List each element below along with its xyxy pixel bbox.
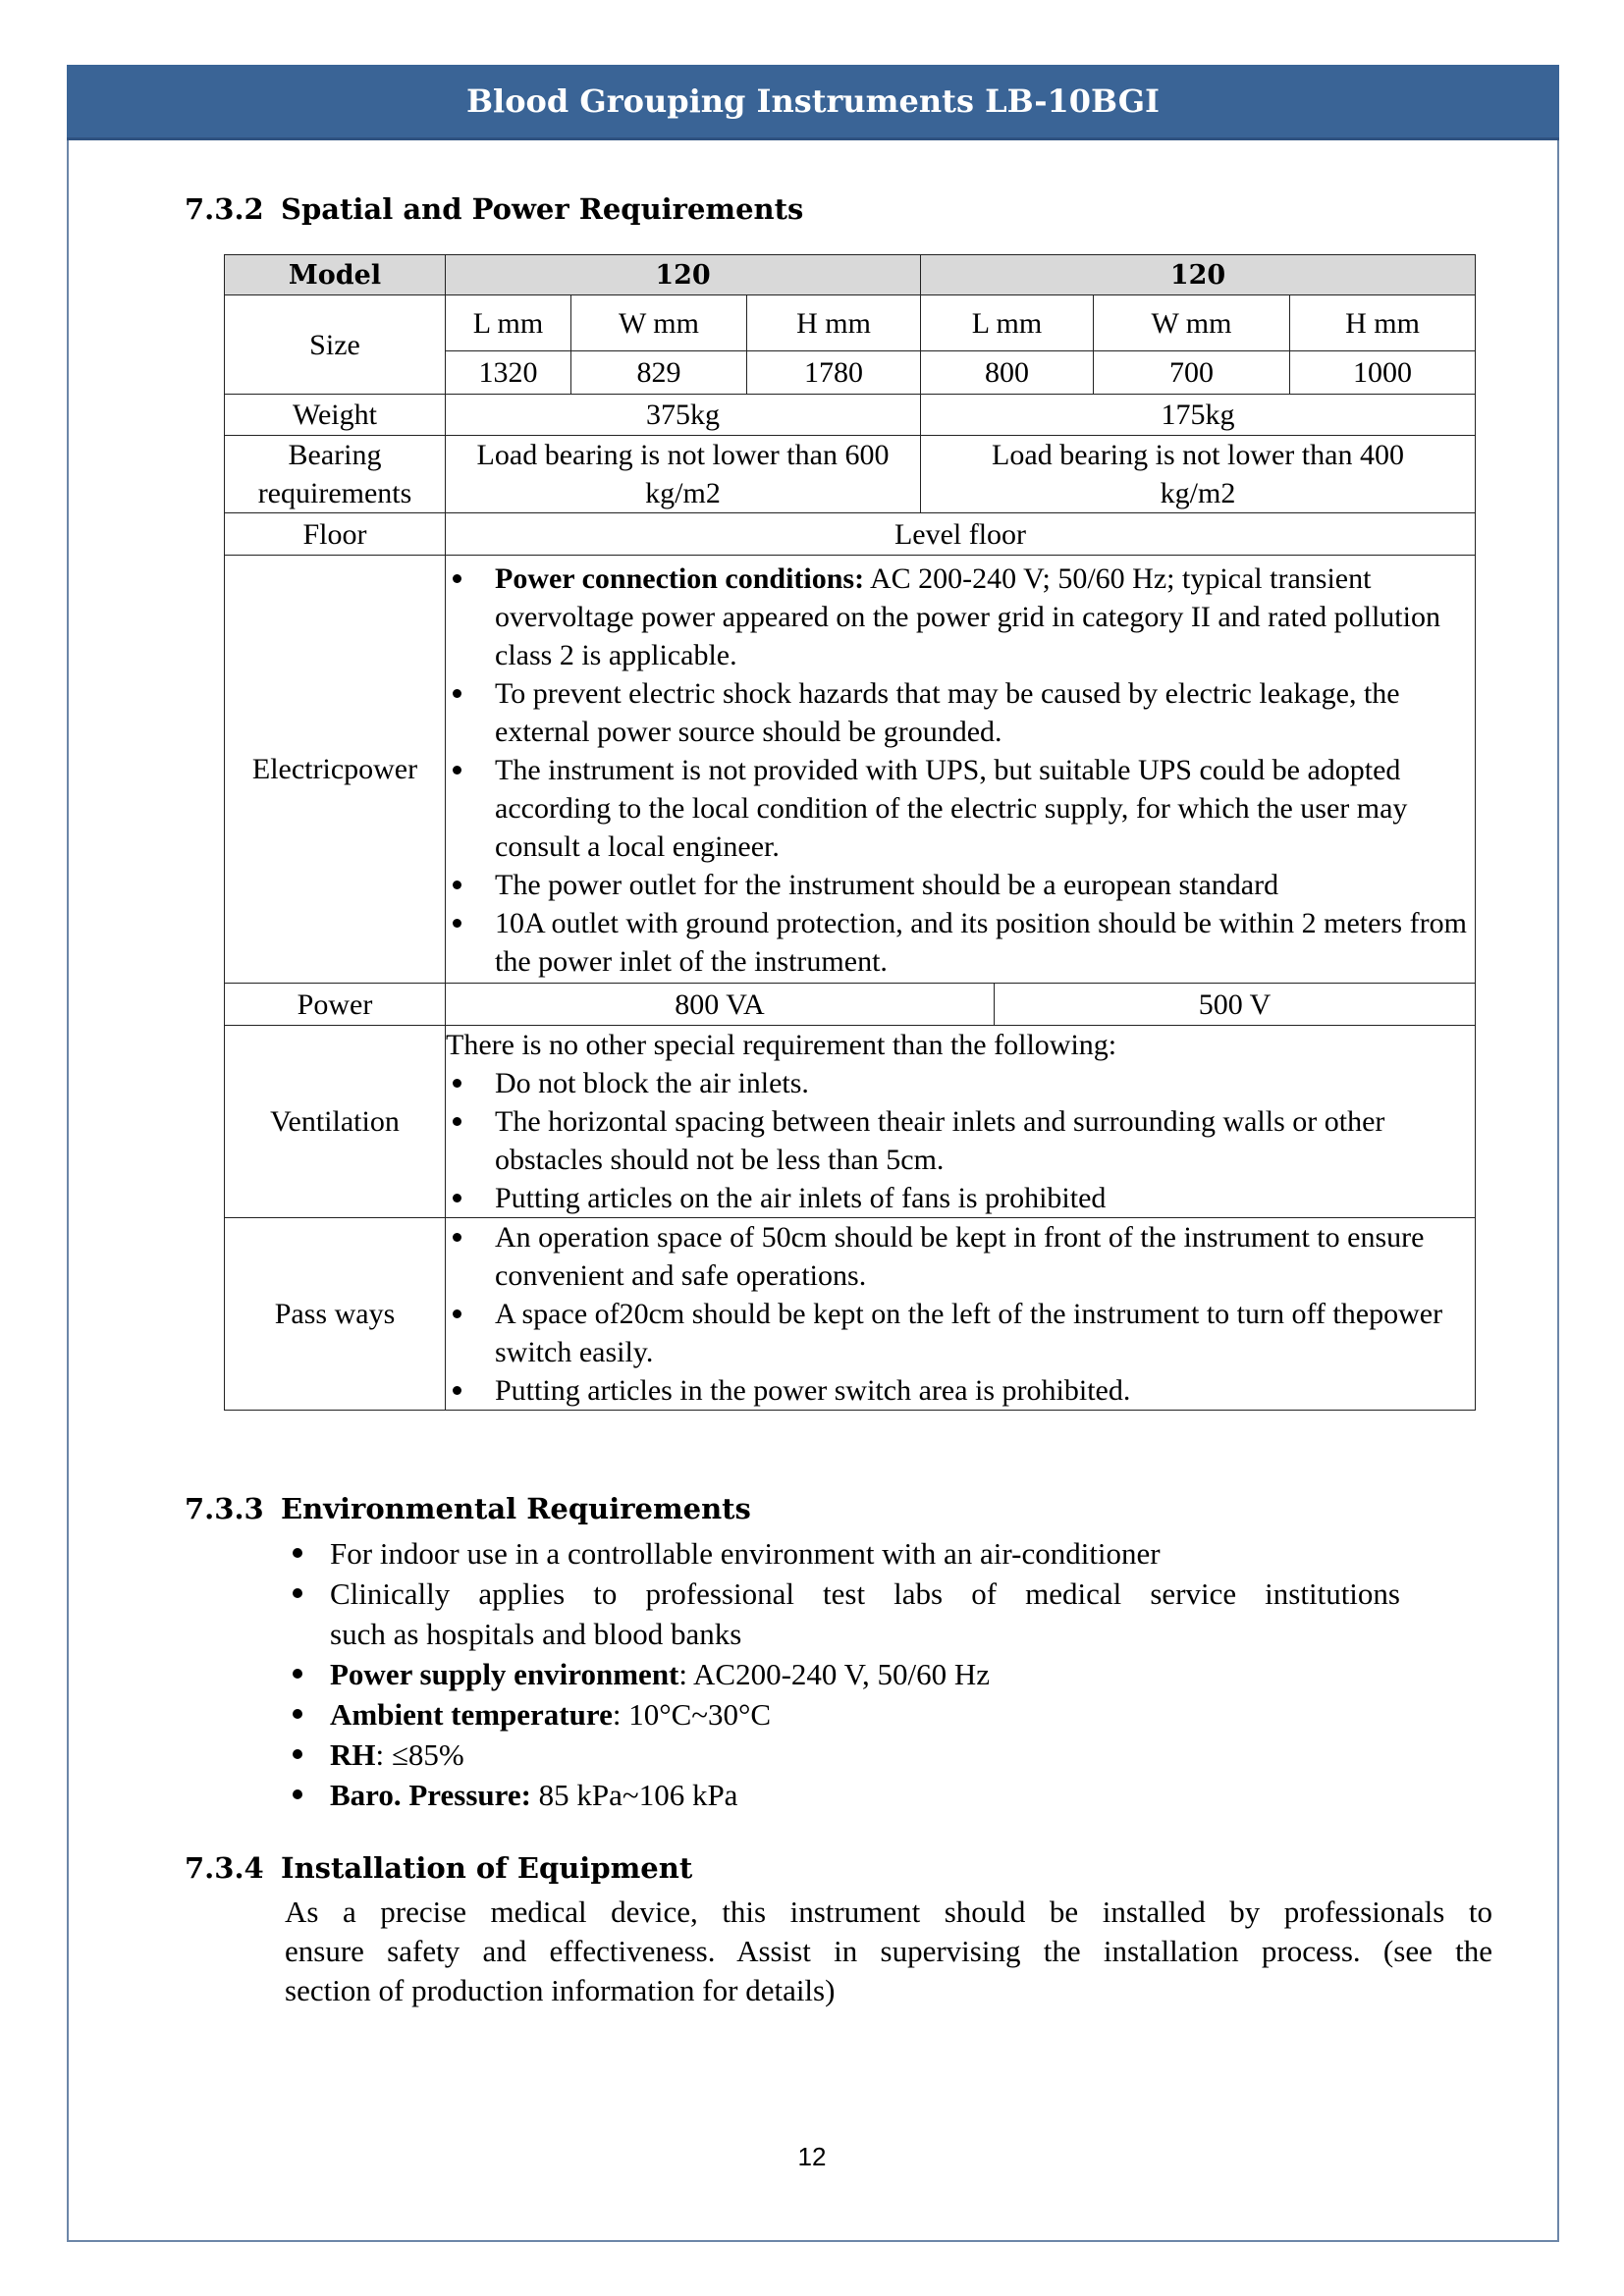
model-a: 120 [446, 255, 921, 295]
section-title: Environmental Requirements [281, 1492, 751, 1525]
weight-label: Weight [225, 395, 446, 436]
electric-cell [446, 556, 1476, 984]
electric-list [446, 560, 1475, 981]
item-bold: Baro. Pressure: [330, 1778, 531, 1812]
item-rest: : ≤85% [375, 1737, 464, 1772]
list-item [291, 1735, 1400, 1775]
dim-header: H mm [747, 295, 921, 351]
item-rest: : AC200-240 V, 50/60 Hz [678, 1657, 991, 1691]
table-row-size-headers [225, 295, 1476, 351]
power-a: 800 VA [446, 984, 995, 1026]
list-item: To prevent electric shock hazards that may be caused by electric leakage, the external power source should be grounded. [446, 674, 1475, 751]
floor-value: Level floor [446, 513, 1476, 556]
list-item: 10A outlet with ground protection, and its position should be within 2 meters from the power inlet of the instrument. [446, 904, 1475, 981]
list-item: The horizontal spacing between theair inlets and surrounding walls or other obstacles should not be less than 5cm. [446, 1102, 1475, 1179]
list-item [291, 1574, 1400, 1654]
paragraph-line: ensure safety and effectiveness. Assist in supervising the installation process. (see the [285, 1934, 1492, 1968]
ventilation-label: Ventilation [225, 1026, 446, 1218]
dim-value: 1320 [446, 351, 571, 395]
table-row-ventilation [225, 1026, 1476, 1218]
list-item [446, 560, 1475, 674]
dim-value: 700 [1094, 351, 1290, 395]
table-row-electric [225, 556, 1476, 984]
ventilation-list [446, 1064, 1475, 1217]
document-title: Blood Grouping Instruments LB-10BGI [466, 82, 1160, 120]
passways-label: Pass ways [225, 1218, 446, 1411]
section-number: 7.3.3 [185, 1492, 264, 1525]
list-item: For indoor use in a controllable environment with an air-conditioner [291, 1533, 1400, 1574]
dim-header: W mm [571, 295, 747, 351]
table-row-passways [225, 1218, 1476, 1411]
item-bold: Power supply environment [330, 1657, 679, 1691]
list-item: The power outlet for the instrument should be a european standard [446, 866, 1475, 904]
table-row-floor [225, 513, 1476, 556]
power-b: 500 V [995, 984, 1476, 1026]
floor-label: Floor [225, 513, 446, 556]
item-rest: : 10°C~30°C [612, 1697, 772, 1732]
table-row-power [225, 984, 1476, 1026]
section-heading-733 [185, 1492, 751, 1525]
section-title: Spatial and Power Requirements [281, 192, 804, 226]
section-title: Installation of Equipment [281, 1851, 693, 1885]
item-rest: 85 kPa~106 kPa [530, 1778, 738, 1812]
section-number: 7.3.4 [185, 1851, 264, 1885]
passways-list [446, 1218, 1475, 1410]
list-item: The instrument is not provided with UPS, but suitable UPS could be adopted according to the local condition of the electric supply, for which the user may consult a local engineer. [446, 751, 1475, 866]
table-row-weight [225, 395, 1476, 436]
page-number: 12 [797, 2142, 827, 2171]
dim-header: W mm [1094, 295, 1290, 351]
dim-value: 1780 [747, 351, 921, 395]
model-label: Model [225, 255, 446, 295]
ventilation-cell [446, 1026, 1476, 1218]
list-item [291, 1694, 1400, 1735]
list-item: A space of20cm should be kept on the left of the instrument to turn off thepower switch easily. [446, 1295, 1475, 1371]
dim-value: 829 [571, 351, 747, 395]
dim-value: 1000 [1290, 351, 1476, 395]
installation-paragraph [285, 1893, 1492, 2010]
section-heading-732 [185, 192, 803, 226]
electric-first-bold: Power connection conditions: [495, 562, 865, 595]
list-item: Do not block the air inlets. [446, 1064, 1475, 1102]
power-label: Power [225, 984, 446, 1026]
electric-first-rest: AC 200-240 V; 50/60 Hz; typical transient overvoltage power appeared on the power grid in category II and rated pollution class 2 is applicable. [495, 562, 1440, 671]
table-row-bearing [225, 436, 1476, 513]
section-number: 7.3.2 [185, 192, 264, 226]
bearing-b: Load bearing is not lower than 400 kg/m2 [921, 436, 1476, 513]
paragraph-line: section of production information for details) [285, 1973, 836, 2007]
document-header [67, 65, 1559, 140]
spatial-power-table [224, 254, 1476, 1411]
list-item [291, 1775, 1400, 1815]
environment-list [291, 1533, 1400, 1815]
list-item: Putting articles on the air inlets of fans is prohibited [446, 1179, 1475, 1217]
dim-value: 800 [921, 351, 1094, 395]
weight-a: 375kg [446, 395, 921, 436]
bearing-label: Bearing requirements [225, 436, 446, 513]
list-item-line: Clinically applies to professional test labs of medical service institutions [330, 1576, 1400, 1611]
table-row-model [225, 255, 1476, 295]
item-bold: RH [330, 1737, 376, 1772]
electric-label: Electricpower [225, 556, 446, 984]
bearing-a: Load bearing is not lower than 600 kg/m2 [446, 436, 921, 513]
section-heading-734 [185, 1851, 692, 1885]
paragraph-line: As a precise medical device, this instrument should be installed by professionals to [285, 1895, 1492, 1929]
size-label: Size [225, 295, 446, 395]
list-item: An operation space of 50cm should be kept in front of the instrument to ensure convenient and safe operations. [446, 1218, 1475, 1295]
dim-header: L mm [921, 295, 1094, 351]
ventilation-intro: There is no other special requirement than the following: [446, 1029, 1117, 1061]
model-b: 120 [921, 255, 1476, 295]
list-item [291, 1654, 1400, 1694]
passways-cell [446, 1218, 1476, 1411]
dim-header: H mm [1290, 295, 1476, 351]
weight-b: 175kg [921, 395, 1476, 436]
list-item-line: such as hospitals and blood banks [330, 1617, 742, 1651]
item-bold: Ambient temperature [330, 1697, 613, 1732]
list-item: Putting articles in the power switch area is prohibited. [446, 1371, 1475, 1410]
dim-header: L mm [446, 295, 571, 351]
